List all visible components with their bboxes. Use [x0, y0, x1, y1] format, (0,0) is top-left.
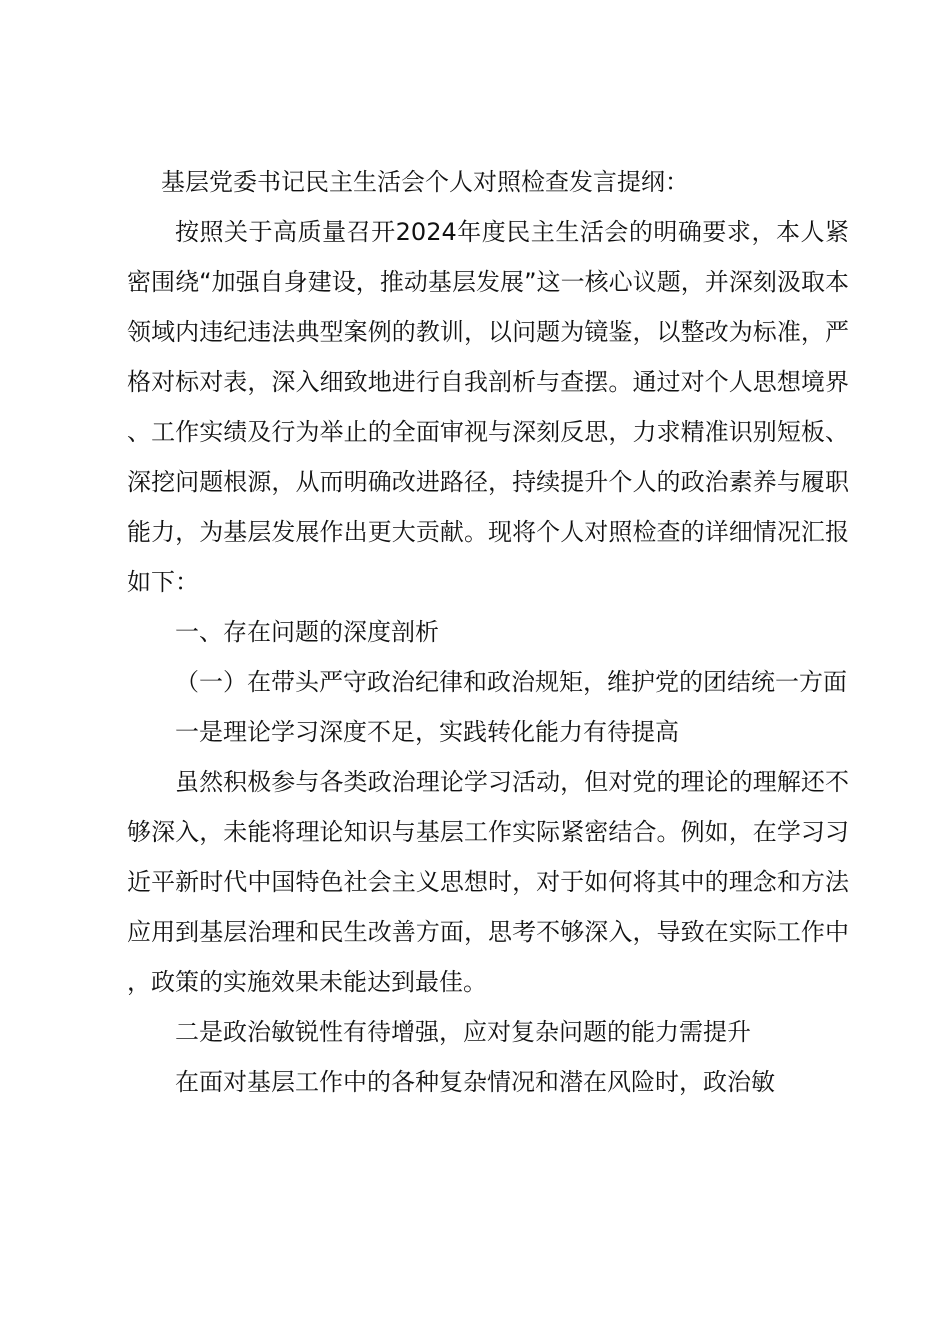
point-body-2: 在面对基层工作中的各种复杂情况和潜在风险时，政治敏 [175, 1068, 775, 1096]
section-heading-1: 一、存在问题的深度剖析 [175, 618, 439, 646]
subsection-heading-1: （一）在带头严守政治纪律和政治规矩，维护党的团结统一方面 [175, 668, 847, 696]
document-content [127, 157, 849, 1107]
point-heading-2: 二是政治敏锐性有待增强，应对复杂问题的能力需提升 [175, 1018, 751, 1046]
point-body-1: 虽然积极参与各类政治理论学习活动，但对党的理论的理解还不够深入，未能将理论知识与基层工作实际紧密结合。例如，在学习习近平新时代中国特色社会主义思想时，对于如何将其中的理念和方法应用到基层治理和民生改善方面，思考不够深入，导致在实际工作中，政策的实施效果未能达到最佳。 [127, 768, 849, 996]
document-title: 基层党委书记民主生活会个人对照检查发言提纲： [161, 168, 689, 196]
intro-paragraph: 按照关于高质量召开2024年度民主生活会的明确要求，本人紧密围绕“加强自身建设，推动基层发展”这一核心议题，并深刻汲取本领域内违纪违法典型案例的教训，以问题为镜鉴，以整改为标准，严格对标对表，深入细致地进行自我剖析与查摆。通过对个人思想境界、工作实绩及行为举止的全面审视与深刻反思，力求精准识别短板、深挖问题根源，从而明确改进路径，持续提升个人的政治素养与履职能力，为基层发展作出更大贡献。现将个人对照检查的详细情况汇报如下： [127, 218, 849, 596]
point-heading-1: 一是理论学习深度不足，实践转化能力有待提高 [175, 718, 679, 746]
